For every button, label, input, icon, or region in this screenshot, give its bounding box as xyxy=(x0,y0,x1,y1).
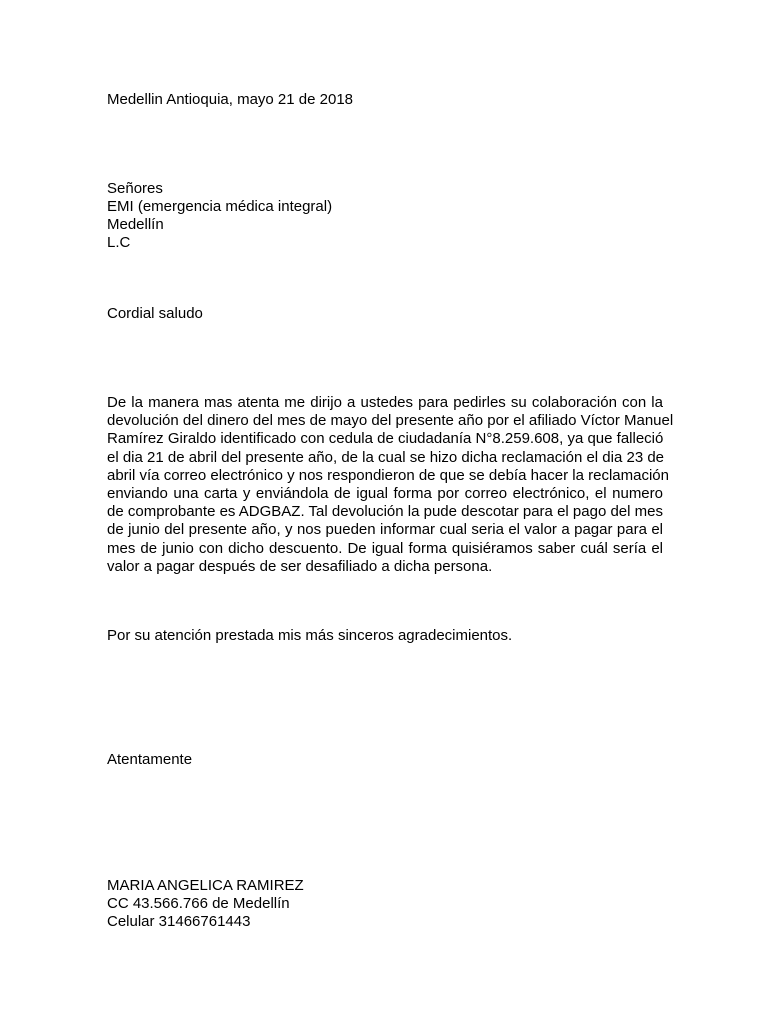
body-line: abril vía correo electrónico y nos respondieron de que se debía hacer la reclamación xyxy=(107,466,669,484)
body-line: de comprobante es ADGBAZ. Tal devolución la pude descotar para el pago del mes xyxy=(107,503,663,521)
place-date: Medellin Antioquia, mayo 21 de 2018 xyxy=(107,91,354,108)
signature-id: CC 43.566.766 de Medellín xyxy=(107,895,290,912)
signature-name: MARIA ANGELICA RAMIREZ xyxy=(107,877,304,894)
body-line: De la manera mas atenta me dirijo a ustedes para pedirles su colaboración con la xyxy=(107,394,663,411)
body-line: mes de junio con dicho descuento. De igual forma quisiéramos saber cuál sería el xyxy=(107,539,663,557)
body-paragraph xyxy=(107,394,674,576)
recipient-line-2: EMI (emergencia médica integral) xyxy=(107,198,333,215)
recipient-line-1: Señores xyxy=(107,180,163,197)
body-line: valor a pagar después de ser desafiliado a dicha persona. xyxy=(107,557,493,575)
body-line: el dia 21 de abril del presente año, de la cual se hizo dicha reclamación el dia 23 de xyxy=(107,448,665,466)
body-line: devolución del dinero del mes de mayo del presente año por el afiliado Víctor Manuel xyxy=(107,412,674,430)
recipient-line-4: L.C xyxy=(107,234,131,251)
body-line: de junio del presente año, y nos pueden informar cual seria el valor a pagar para el xyxy=(107,521,663,539)
body-line: enviando una carta y enviándola de igual forma por correo electrónico, el numero xyxy=(107,485,663,503)
body-line: Ramírez Giraldo identificado con cedula de ciudadanía N°8.259.608, ya que falleció xyxy=(107,430,664,448)
closing-thanks: Por su atención prestada mis más sinceros agradecimientos. xyxy=(107,627,513,644)
greeting: Cordial saludo xyxy=(107,305,203,322)
recipient-line-3: Medellín xyxy=(107,216,164,233)
sign-off: Atentamente xyxy=(107,751,193,768)
signature-phone: Celular 31466761443 xyxy=(107,913,251,930)
